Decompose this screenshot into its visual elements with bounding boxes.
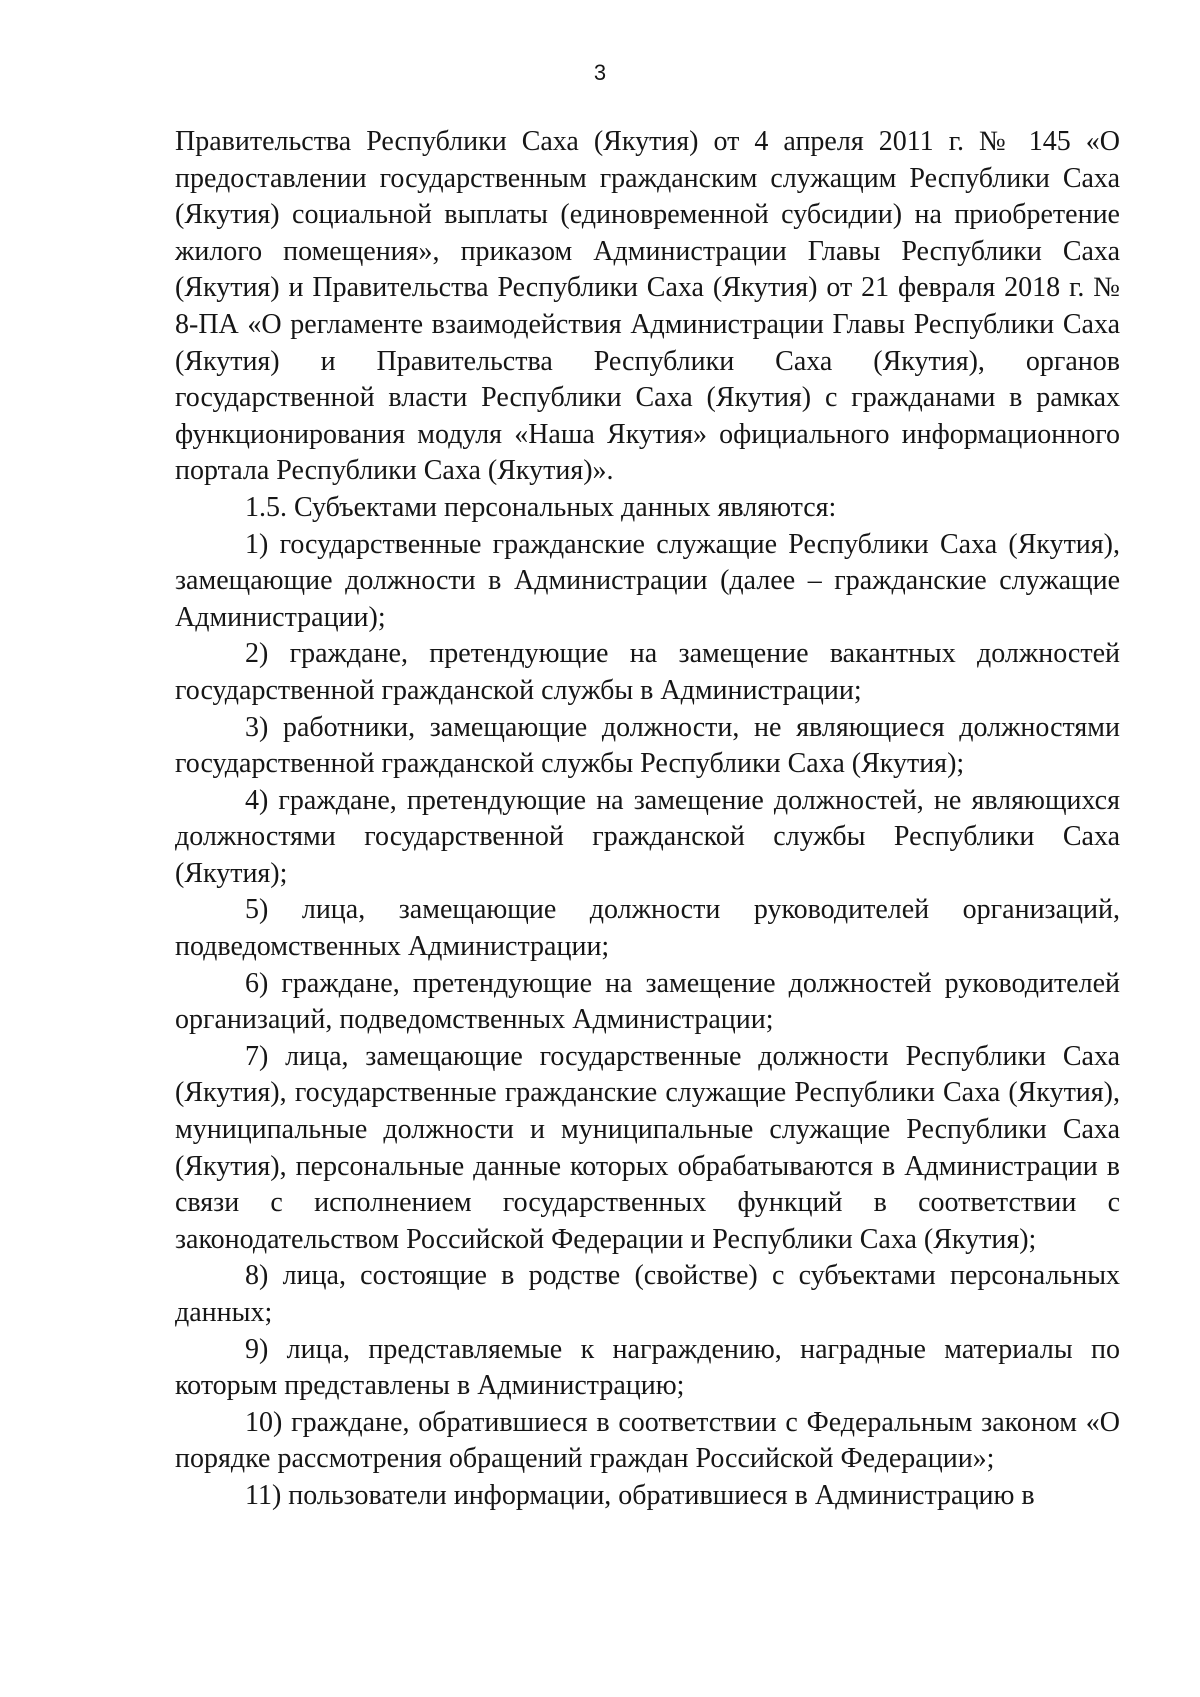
paragraph-continued-reference: Правительства Республики Саха (Якутия) от 4 апреля 2011 г. № 145 «О предоставлении государственным гражданским служащим Республики Саха (Якутия) социальной выплаты (единовременной субсидии) на приобретение жилого помещения», приказом Администрации Главы Республики Саха (Якутия) и Правительства Республики Саха (Якутия) от 21 февраля 2018 г. № 8-ПА «О регламенте взаимодействия Администрации Главы Республики Саха (Якутия) и Правительства Республики Саха (Якутия), органов государственной власти Республики Саха (Якутия) с гражданами в рамках функционирования модуля «Наша Якутия» официального информационного портала Республики Саха (Якутия)». — [175, 126, 1120, 487]
list-item-11: 11) пользователи информации, обратившиеся в Администрацию в — [245, 1479, 1035, 1511]
list-item-1: 1) государственные гражданские служащие Республики Саха (Якутия), замещающие должности в Администрации (далее – гражданские служащие Администрации); — [175, 528, 1120, 633]
list-item-6: 6) граждане, претендующие на замещение должностей руководителей организаций, подведомственных Администрации; — [175, 967, 1120, 1036]
list-item-8: 8) лица, состоящие в родстве (свойстве) с субъектами персональных данных; — [175, 1260, 1120, 1328]
paragraph-1-5-heading: 1.5. Субъектами персональных данных являются: — [245, 491, 837, 523]
list-item-9: 9) лица, представляемые к награждению, наградные материалы по которым представлены в Администрацию; — [175, 1333, 1120, 1402]
list-item-5: 5) лица, замещающие должности руководителей организаций, подведомственных Администрации; — [175, 894, 1120, 963]
list-item-10: 10) граждане, обратившиеся в соответствии с Федеральным законом «О порядке рассмотрения обращений граждан Российской Федерации»; — [175, 1406, 1120, 1475]
list-item-7: 7) лица, замещающие государственные должности Республики Саха (Якутия), государственные гражданские служащие Республики Саха (Якутия), муниципальные должности и муниципальные служащие Республики Саха (Якутия), персональные данные которых обрабатываются в Администрации в связи с исполнением государственных функций в соответствии с законодательством Российской Федерации и Республики Саха (Якутия); — [175, 1040, 1120, 1255]
list-item-3: 3) работники, замещающие должности, не являющиеся должностями государственной гражданской службы Республики Саха (Якутия); — [175, 711, 1120, 780]
list-item-2: 2) граждане, претендующие на замещение вакантных должностей государственной гражданской службы в Администрации; — [175, 638, 1120, 706]
list-item-4: 4) граждане, претендующие на замещение должностей, не являющихся должностями государственной гражданской службы Республики Саха (Якутия); — [175, 784, 1120, 889]
page-number: 3 — [593, 60, 607, 85]
body-text — [175, 124, 1120, 1515]
